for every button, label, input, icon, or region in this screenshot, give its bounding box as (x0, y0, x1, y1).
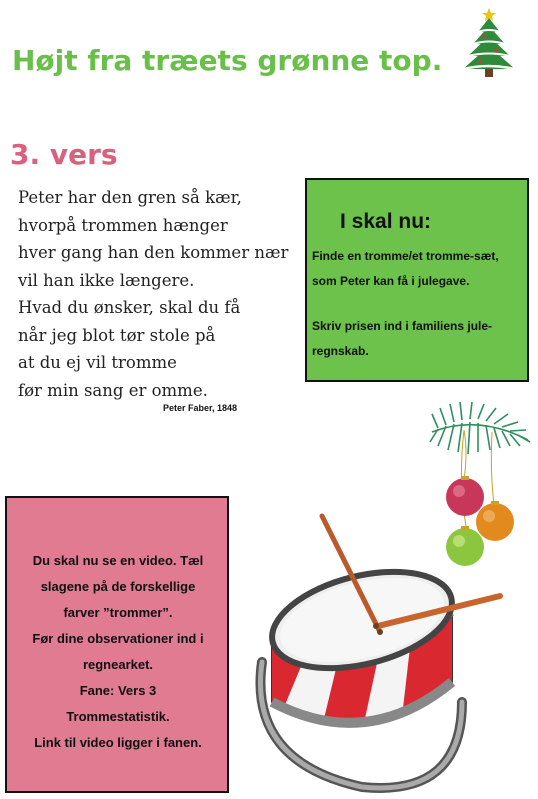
poem-line: når jeg blot tør stole på (18, 325, 216, 345)
drum-icon (252, 512, 504, 797)
task-text (312, 244, 526, 384)
video-task-line: regnearket. (82, 657, 154, 672)
task-paragraph: Skriv prisen ind i familiens jule-regnskab. (312, 319, 493, 358)
christmas-tree-icon (458, 6, 520, 80)
video-task-line: slagene på de forskellige (40, 579, 196, 594)
poem-line: hvorpå trommen hænger (18, 215, 228, 235)
video-task-line: Du skal nu se en video. Tæl (32, 553, 204, 568)
poem-line: før min sang er omme. (18, 380, 208, 400)
task-heading: I skal nu: (340, 210, 432, 233)
video-task-text (13, 548, 223, 756)
task-paragraph: Finde en tromme/et tromme-sæt, som Peter kan få i julegave. (312, 249, 499, 288)
task-box (305, 178, 529, 382)
video-task-line: Fane: Vers 3 (79, 683, 157, 698)
video-task-line: farver ”trommer”. (63, 605, 173, 620)
video-task-box (5, 496, 229, 793)
video-task-line: Trommestatistik. (66, 709, 170, 724)
poem (18, 184, 303, 404)
poem-line: Hvad du ønsker, skal du få (18, 298, 241, 317)
poem-line: Peter har den gren så kær, (18, 188, 242, 207)
page-title: Højt fra træets grønne top. (12, 44, 443, 77)
poem-author: Peter Faber, 1848 (163, 403, 238, 413)
video-task-line: Før dine observationer ind i (32, 631, 204, 646)
poem-line: at du ej vil tromme (18, 353, 177, 372)
verse-heading: 3. vers (10, 138, 118, 171)
video-task-line: Link til video ligger i fanen. (34, 735, 202, 750)
poem-line: vil han ikke længere. (18, 270, 195, 290)
poem-line: hver gang han den kommer nær (18, 243, 289, 262)
